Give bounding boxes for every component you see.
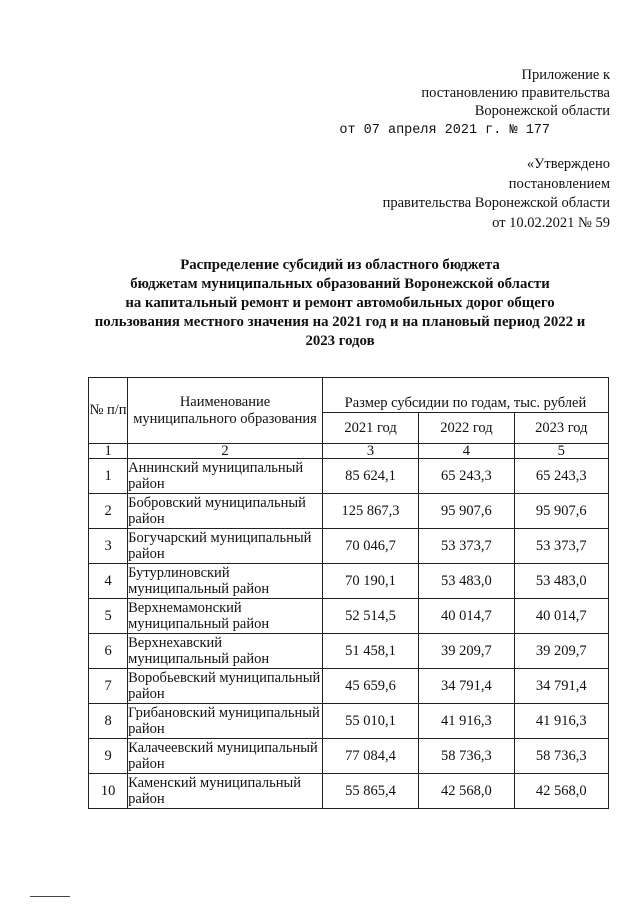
table-row xyxy=(89,599,609,634)
value-2021: 70 046,7 xyxy=(322,529,418,564)
header-subsidy-size: Размер субсидии по годам, тыс. рублей xyxy=(322,378,608,413)
table-row xyxy=(89,704,609,739)
column-numbers-row xyxy=(89,444,609,459)
value-2022: 65 243,3 xyxy=(419,459,514,494)
footer-divider xyxy=(30,896,70,897)
column-number: 3 xyxy=(322,444,418,459)
municipality-name: Каменский муниципальный район xyxy=(128,774,323,809)
approved-line-4: от 10.02.2021 № 59 xyxy=(492,214,610,231)
value-2021: 45 659,6 xyxy=(322,669,418,704)
municipality-name: Бутурлиновский муниципальный район xyxy=(128,564,323,599)
value-2023: 40 014,7 xyxy=(514,599,608,634)
row-number: 2 xyxy=(89,494,128,529)
municipality-name: Богучарский муниципальный район xyxy=(128,529,323,564)
municipality-name: Верхнемамонский муниципальный район xyxy=(128,599,323,634)
table-row xyxy=(89,564,609,599)
value-2023: 39 209,7 xyxy=(514,634,608,669)
column-number: 4 xyxy=(419,444,514,459)
value-2021: 55 010,1 xyxy=(322,704,418,739)
value-2023: 95 907,6 xyxy=(514,494,608,529)
value-2021: 77 084,4 xyxy=(322,739,418,774)
municipality-name: Аннинский муниципальный район xyxy=(128,459,323,494)
approved-line-1: «Утверждено xyxy=(526,156,610,172)
value-2023: 53 373,7 xyxy=(514,529,608,564)
municipality-name: Воробьевский муниципальный район xyxy=(128,669,323,704)
value-2022: 40 014,7 xyxy=(419,599,514,634)
row-number: 9 xyxy=(89,739,128,774)
value-2021: 70 190,1 xyxy=(322,564,418,599)
value-2023: 41 916,3 xyxy=(514,704,608,739)
table-row xyxy=(89,529,609,564)
table-row xyxy=(89,634,609,669)
value-2022: 95 907,6 xyxy=(419,494,514,529)
title-line-5: 2023 годов xyxy=(305,333,375,349)
value-2023: 65 243,3 xyxy=(514,459,608,494)
row-number: 3 xyxy=(89,529,128,564)
approved-line-3: правительства Воронежской области xyxy=(382,195,610,211)
row-number: 6 xyxy=(89,634,128,669)
value-2022: 53 373,7 xyxy=(419,529,514,564)
row-number: 1 xyxy=(89,459,128,494)
table-row xyxy=(89,739,609,774)
value-2022: 39 209,7 xyxy=(419,634,514,669)
value-2021: 55 865,4 xyxy=(322,774,418,809)
row-number: 5 xyxy=(89,599,128,634)
document-title xyxy=(60,256,620,351)
table-row xyxy=(89,494,609,529)
table-row xyxy=(89,774,609,809)
appendix-line-2: постановлению правительства xyxy=(421,85,610,101)
table-row xyxy=(89,459,609,494)
header-year-2022: 2022 год xyxy=(419,413,514,444)
value-2021: 52 514,5 xyxy=(322,599,418,634)
value-2022: 42 568,0 xyxy=(419,774,514,809)
title-line-2: бюджетам муниципальных образований Воронежской области xyxy=(130,276,550,292)
appendix-block xyxy=(310,66,610,140)
header-name: Наименование муниципального образования xyxy=(128,378,323,444)
row-number: 10 xyxy=(89,774,128,809)
appendix-line-4: от 07 апреля 2021 г. № 177 xyxy=(339,123,550,138)
value-2022: 58 736,3 xyxy=(419,739,514,774)
appendix-line-3: Воронежской области xyxy=(474,103,610,119)
header-year-2023: 2023 год xyxy=(514,413,608,444)
municipality-name: Калачеевский муниципальный район xyxy=(128,739,323,774)
row-number: 7 xyxy=(89,669,128,704)
header-no: № п/п xyxy=(89,378,128,444)
appendix-line-1: Приложение к xyxy=(521,67,610,83)
municipality-name: Верхнехавский муниципальный район xyxy=(128,634,323,669)
title-line-1: Распределение субсидий из областного бюджета xyxy=(180,257,500,273)
column-number: 1 xyxy=(89,444,128,459)
value-2021: 125 867,3 xyxy=(322,494,418,529)
column-number: 2 xyxy=(128,444,323,459)
header-year-2021: 2021 год xyxy=(322,413,418,444)
approved-block xyxy=(290,155,610,233)
row-number: 8 xyxy=(89,704,128,739)
value-2023: 34 791,4 xyxy=(514,669,608,704)
title-line-4: пользования местного значения на 2021 год и на плановый период 2022 и xyxy=(94,314,586,330)
value-2022: 41 916,3 xyxy=(419,704,514,739)
subsidy-table xyxy=(88,377,609,809)
approved-line-2: постановлением xyxy=(508,175,610,192)
value-2023: 42 568,0 xyxy=(514,774,608,809)
municipality-name: Бобровский муниципальный район xyxy=(128,494,323,529)
column-number: 5 xyxy=(514,444,608,459)
value-2023: 53 483,0 xyxy=(514,564,608,599)
value-2021: 51 458,1 xyxy=(322,634,418,669)
value-2023: 58 736,3 xyxy=(514,739,608,774)
municipality-name: Грибановский муниципальный район xyxy=(128,704,323,739)
value-2022: 53 483,0 xyxy=(419,564,514,599)
value-2022: 34 791,4 xyxy=(419,669,514,704)
value-2021: 85 624,1 xyxy=(322,459,418,494)
table-row xyxy=(89,669,609,704)
title-line-3: на капитальный ремонт и ремонт автомобильных дорог общего xyxy=(125,295,555,311)
row-number: 4 xyxy=(89,564,128,599)
